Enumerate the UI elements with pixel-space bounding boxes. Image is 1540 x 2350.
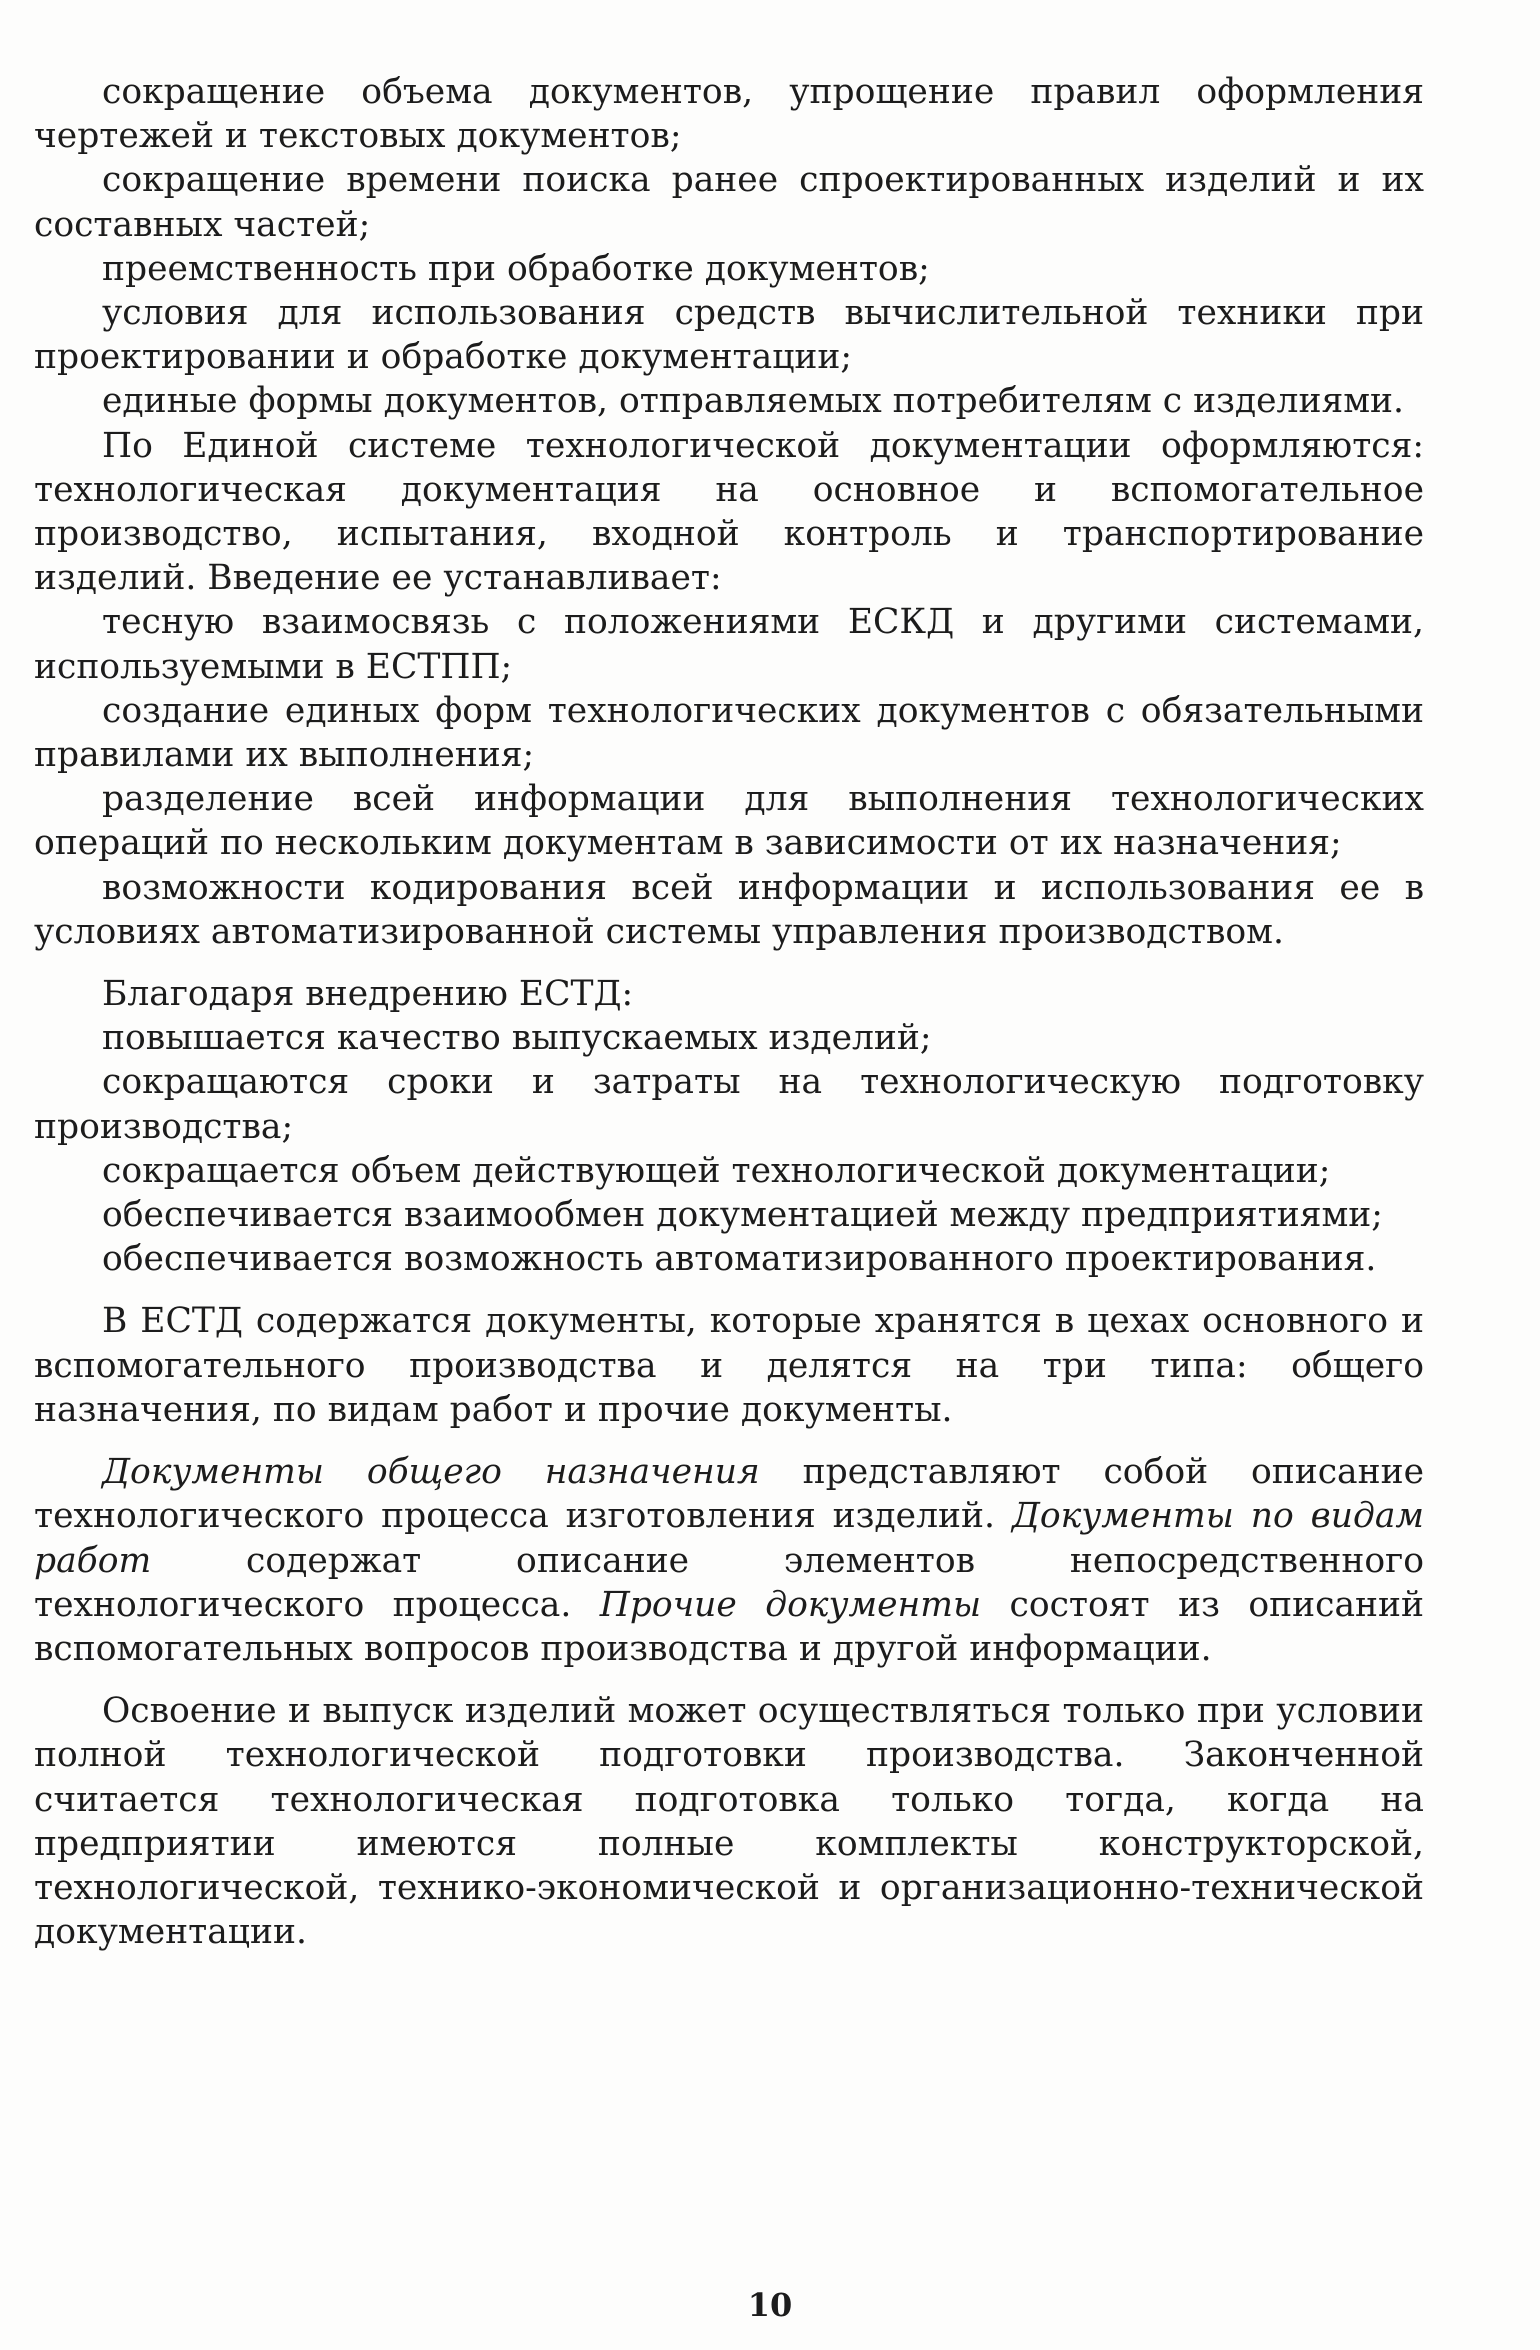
term-other-description: состоят из описаний вспомогательных вопросов производства и другой информации. (34, 1584, 1424, 1669)
list-item: тесную взаимосвязь с положениями ЕСКД и другими системами, используемыми в ЕСТПП; (34, 602, 1424, 687)
estd-intro-paragraph: По Единой системе технологической документации оформляются: технологическая документация на основное и вспомогательное производство, испытания, входной контроль и транспортирование изделий. Введение ее устанавливает: (34, 425, 1424, 599)
final-paragraph: Освоение и выпуск изделий может осуществляться только при условии полной технологической подготовки производства. Законченной считается технологическая подготовка только тогда, когда на предприятии имеются полные комплекты конструкторской, технологической, технико-экономической и организационно-технической документации. (34, 1691, 1424, 1953)
document-types-detail-paragraph (34, 1450, 1424, 1671)
list-item: сокращается объем действующей технологической документации; (102, 1150, 1331, 1191)
term-work-type-documents: Документы по видам работ (34, 1496, 1424, 1581)
list-item: обеспечивается возможность автоматизированного проектирования. (102, 1239, 1377, 1280)
list-item: повышается качество выпускаемых изделий; (102, 1018, 932, 1059)
term-work-type-description: содержат описание элементов непосредственного технологического процесса. (34, 1540, 1424, 1625)
body-text (34, 70, 1424, 1954)
list-item: создание единых форм технологических документов с обязательными правилами их выполнения; (34, 690, 1424, 776)
benefits-intro: Благодаря внедрению ЕСТД: (102, 974, 634, 1015)
list-item: единые формы документов, отправляемых потребителям с изделиями. (102, 381, 1405, 422)
list-item: сокращение объема документов, упрощение правил оформления чертежей и текстовых документов; (34, 72, 1424, 157)
document-types-paragraph: В ЕСТД содержатся документы, которые хранятся в цехах основного и вспомогательного производства и делятся на три типа: общего назначения, по видам работ и прочие документы. (34, 1301, 1424, 1430)
list-item: преемственность при обработке документов; (102, 248, 930, 289)
list-item: возможности кодирования всей информации и использования ее в условиях автоматизированной системы управления производством. (34, 867, 1424, 952)
list-item: условия для использования средств вычислительной техники при проектировании и обработке документации; (34, 293, 1424, 378)
list-item: обеспечивается взаимообмен документацией между предприятиями; (102, 1195, 1383, 1236)
term-general-description: представляют собой описание технологического процесса изготовления изделий. (34, 1452, 1424, 1537)
page-number: 10 (747, 2286, 793, 2324)
term-other-documents: Прочие документы (599, 1584, 982, 1625)
list-item: сокращение времени поиска ранее спроектированных изделий и их составных частей; (34, 160, 1424, 245)
term-general-documents: Документы общего назначения (102, 1452, 760, 1493)
list-item: разделение всей информации для выполнения технологических операций по нескольким документам в зависимости от их назначения; (34, 779, 1424, 864)
list-item: сокращаются сроки и затраты на технологическую подготовку производства; (34, 1062, 1424, 1147)
